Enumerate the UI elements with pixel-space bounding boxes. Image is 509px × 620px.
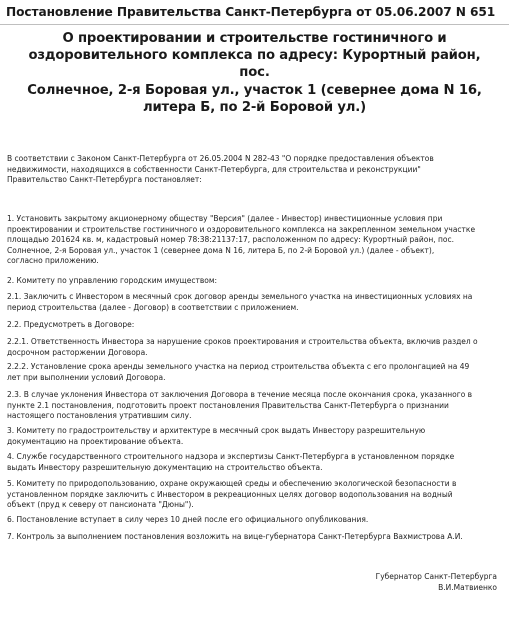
paragraph-line: площадью 201624 кв. м, кадастровый номер 78:38:21137:17, расположенном по адресу: Курортный район, пос. [7,235,454,245]
paragraph-line: документацию на проектирование объекта. [7,436,184,446]
preamble [7,154,502,186]
paragraph-line: 2.2.2. Установление срока аренды земельного участка на период строительства объекта с его пролонгацией на 49 [7,362,470,371]
paragraph-3 [7,426,502,447]
preamble-line: В соответствии с Законом Санкт-Петербурга от 26.05.2004 N 282-43 "О порядке предоставления объектов [7,154,434,163]
paragraph-5 [7,479,502,511]
signature-name: В.И.Матвиенко [438,583,497,592]
paragraph-line: 2.2.1. Ответственность Инвестора за нарушение сроков проектирования и строительства объекта, включив раздел о [7,337,478,346]
preamble-line: недвижимости, находящихся в собственности Санкт-Петербурга, для строительства и реконструкции" [7,164,421,174]
paragraph-line: объект (пруд к северу от пансионата "Дюны"). [7,500,194,510]
paragraph-line: 2.2. Предусмотреть в Договоре: [7,320,135,329]
paragraph-line: лет при выполнении условий Договора. [7,372,166,382]
paragraph-line: 3. Комитету по градостроительству и архитектуре в месячный срок выдать Инвестору разрешительную [7,426,426,435]
paragraph-line: настоящего постановления утратившим силу. [7,411,192,421]
paragraph-2-2-1 [7,337,502,358]
paragraph-6 [7,515,502,526]
paragraph-line: установленном порядке заключить с Инвестором в рекреационных целях договор водопользования на водный [7,489,453,499]
paragraph-line: 7. Контроль за выполнением постановления возложить на вице-губернатора Санкт-Петербурга Вахмистрова А.И. [7,532,463,541]
document-title-line: литера Б, по 2-й Боровой ул.) [142,99,367,115]
paragraph-line: 5. Комитету по природопользованию, охране окружающей среды и обеспечению экологической безопасности в [7,479,457,488]
paragraph-line: выдать Инвестору разрешительную документацию на строительство объекта. [7,462,323,472]
page-title: Постановление Правительства Санкт-Петербурга от 05.06.2007 N 651 [6,5,496,19]
paragraph-1 [7,214,502,267]
paragraph-line: 4. Службе государственного строительного надзора и экспертизы Санкт-Петербурга в установленном порядке [7,452,455,461]
signature-position: Губернатор Санкт-Петербурга [375,572,497,581]
header-divider [0,24,509,25]
paragraph-line: 2.3. В случае уклонения Инвестора от заключения Договора в течение месяца после окончания срока, указанного в [7,390,473,399]
paragraph-2-3 [7,390,502,422]
paragraph-line: проектировании и строительстве гостиничного и оздоровительного комплекса на закрепленном земельном участке [7,224,476,234]
paragraph-line: 2. Комитету по управлению городским имуществом: [7,276,218,285]
paragraph-2 [7,276,502,287]
paragraph-line: 1. Установить закрытому акционерному обществу "Версия" (далее - Инвестор) инвестиционные условия при [7,214,443,223]
paragraph-2-2-2 [7,362,502,383]
signature-block [376,571,497,593]
paragraph-2-1 [7,292,502,313]
paragraph-line: 6. Постановление вступает в силу через 10 дней после его официального опубликования. [7,515,369,524]
paragraph-4 [7,452,502,473]
document-title-line: О проектировании и строительстве гостиничного и [62,31,447,46]
paragraph-line: досрочном расторжении Договора. [7,347,148,357]
paragraph-line: Солнечное, 2-я Боровая ул., участок 1 (севернее дома N 16, литера Б, по 2-й Боровой ул.) (далее - объект), [7,245,435,255]
document-title [16,30,493,116]
paragraph-line: согласно приложению. [7,256,99,266]
paragraph-7 [7,532,502,543]
document-title-line: Солнечное, 2-я Боровая ул., участок 1 (севернее дома N 16, [27,82,482,98]
paragraph-2-2 [7,320,502,331]
paragraph-line: период строительства (далее - Договор) в соответствии с приложением. [7,302,299,312]
paragraph-line: пункте 2.1 постановления, подготовить проект постановления Правительства Санкт-Петербурга о признании [7,400,449,410]
preamble-line: Правительство Санкт-Петербурга постановляет: [7,175,202,185]
paragraph-line: 2.1. Заключить с Инвестором в месячный срок договор аренды земельного участка на инвестиционных условиях на [7,292,473,301]
document-title-line: оздоровительного комплекса по адресу: Курортный район, пос. [28,48,481,81]
